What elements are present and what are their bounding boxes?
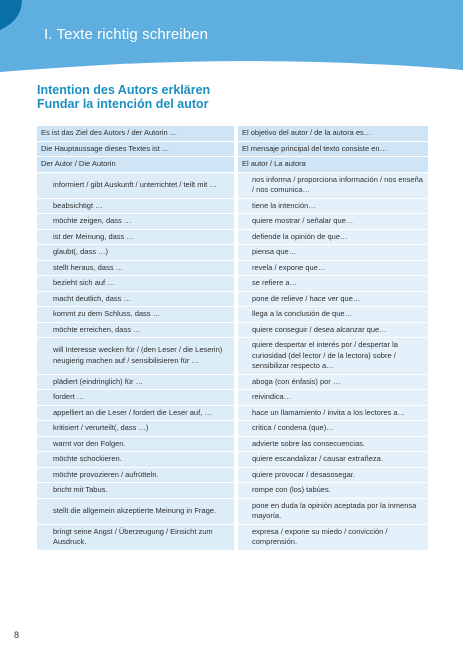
spanish-phrase-cell: El mensaje principal del texto consiste en…: [236, 141, 428, 157]
german-phrase-cell: Die Hauptaussage dieses Textes ist …: [37, 141, 236, 157]
german-phrase-cell: Es ist das Ziel des Autors / der Autorin …: [37, 126, 236, 141]
table-row: [37, 374, 428, 390]
spanish-phrase-cell: advierte sobre las consecuencias.: [236, 436, 428, 452]
spanish-phrase-cell: El objetivo del autor / de la autora es…: [236, 126, 428, 141]
german-phrase-cell: bringt seine Angst / Überzeugung / Einsicht zum Ausdruck.: [37, 524, 236, 550]
spanish-phrase-cell: critica / condena (que)…: [236, 421, 428, 437]
german-phrase-cell: Der Autor / Die Autorin: [37, 157, 236, 173]
section-title-spanish: Fundar la intención del autor: [37, 97, 209, 111]
table-row: [37, 126, 428, 141]
phrase-table: [37, 126, 428, 551]
german-phrase-cell: möchte zeigen, dass …: [37, 214, 236, 230]
spanish-phrase-cell: piensa que…: [236, 245, 428, 261]
spanish-phrase-cell: quiere conseguir / desea alcanzar que…: [236, 322, 428, 338]
spanish-phrase-cell: quiere despertar el interés por / despertar la curiosidad (del lector / de la lectora) sobre / sensibilizar respecto a…: [236, 338, 428, 375]
table-row: [37, 291, 428, 307]
table-row: [37, 390, 428, 406]
table-row: [37, 452, 428, 468]
german-phrase-cell: kommt zu dem Schluss, dass …: [37, 307, 236, 323]
spanish-phrase-cell: reivindica…: [236, 390, 428, 406]
german-phrase-cell: informiert / gibt Auskunft / unterrichtet / teilt mit …: [37, 172, 236, 198]
table-row: [37, 260, 428, 276]
section-title-german: Intention des Autors erklären: [37, 83, 211, 97]
spanish-phrase-cell: tiene la intención…: [236, 198, 428, 214]
phrase-table-body: [37, 126, 428, 550]
spanish-phrase-cell: pone en duda la opinión aceptada por la inmensa mayoría.: [236, 498, 428, 524]
german-phrase-cell: will Interesse wecken für / (den Leser / die Leserin) neugierig machen auf / sensibilisieren für …: [37, 338, 236, 375]
table-row: [37, 157, 428, 173]
german-phrase-cell: stellt heraus, dass …: [37, 260, 236, 276]
table-row: [37, 276, 428, 292]
german-phrase-cell: glaubt(, dass …): [37, 245, 236, 261]
table-row: [37, 338, 428, 375]
spanish-phrase-cell: rompe con (los) tabúes.: [236, 483, 428, 499]
spanish-phrase-cell: quiere provocar / desasosegar.: [236, 467, 428, 483]
table-row: [37, 483, 428, 499]
spanish-phrase-cell: aboga (con énfasis) por …: [236, 374, 428, 390]
table-row: [37, 214, 428, 230]
german-phrase-cell: möchte erreichen, dass …: [37, 322, 236, 338]
german-phrase-cell: plädiert (eindringlich) für …: [37, 374, 236, 390]
table-row: [37, 524, 428, 550]
german-phrase-cell: stellt die allgemein akzeptierte Meinung in Frage.: [37, 498, 236, 524]
table-row: [37, 307, 428, 323]
german-phrase-cell: kritisiert / verurteilt(, dass …): [37, 421, 236, 437]
spanish-phrase-cell: hace un llamamiento / invita a los lectores a…: [236, 405, 428, 421]
table-row: [37, 229, 428, 245]
table-row: [37, 198, 428, 214]
spanish-phrase-cell: quiere mostrar / señalar que…: [236, 214, 428, 230]
spanish-phrase-cell: quiere escandalizar / causar extrañeza.: [236, 452, 428, 468]
spanish-phrase-cell: revela / expone que…: [236, 260, 428, 276]
spanish-phrase-cell: El autor / La autora: [236, 157, 428, 173]
table-row: [37, 172, 428, 198]
table-row: [37, 421, 428, 437]
spanish-phrase-cell: se refiere a…: [236, 276, 428, 292]
table-row: [37, 245, 428, 261]
german-phrase-cell: ist der Meinung, dass …: [37, 229, 236, 245]
table-row: [37, 436, 428, 452]
table-row: [37, 498, 428, 524]
spanish-phrase-cell: expresa / expone su miedo / convicción / comprensión.: [236, 524, 428, 550]
table-row: [37, 322, 428, 338]
german-phrase-cell: bezieht sich auf …: [37, 276, 236, 292]
spanish-phrase-cell: defiende la opinión de que…: [236, 229, 428, 245]
table-row: [37, 467, 428, 483]
german-phrase-cell: warnt vor den Folgen.: [37, 436, 236, 452]
german-phrase-cell: macht deutlich, dass …: [37, 291, 236, 307]
table-row: [37, 405, 428, 421]
spanish-phrase-cell: nos informa / proporciona información / nos enseña / nos comunica…: [236, 172, 428, 198]
spanish-phrase-cell: llega a la conclusión de que…: [236, 307, 428, 323]
page-number: 8: [14, 630, 20, 640]
table-row: [37, 141, 428, 157]
spanish-phrase-cell: pone de relieve / hace ver que…: [236, 291, 428, 307]
german-phrase-cell: bricht mit Tabus.: [37, 483, 236, 499]
german-phrase-cell: möchte provozieren / aufrütteln.: [37, 467, 236, 483]
german-phrase-cell: beabsichtigt …: [37, 198, 236, 214]
german-phrase-cell: möchte schockieren.: [37, 452, 236, 468]
german-phrase-cell: fordert …: [37, 390, 236, 406]
german-phrase-cell: appelliert an die Leser / fordert die Leser auf, …: [37, 405, 236, 421]
chapter-title: I. Texte richtig schreiben: [44, 26, 209, 43]
